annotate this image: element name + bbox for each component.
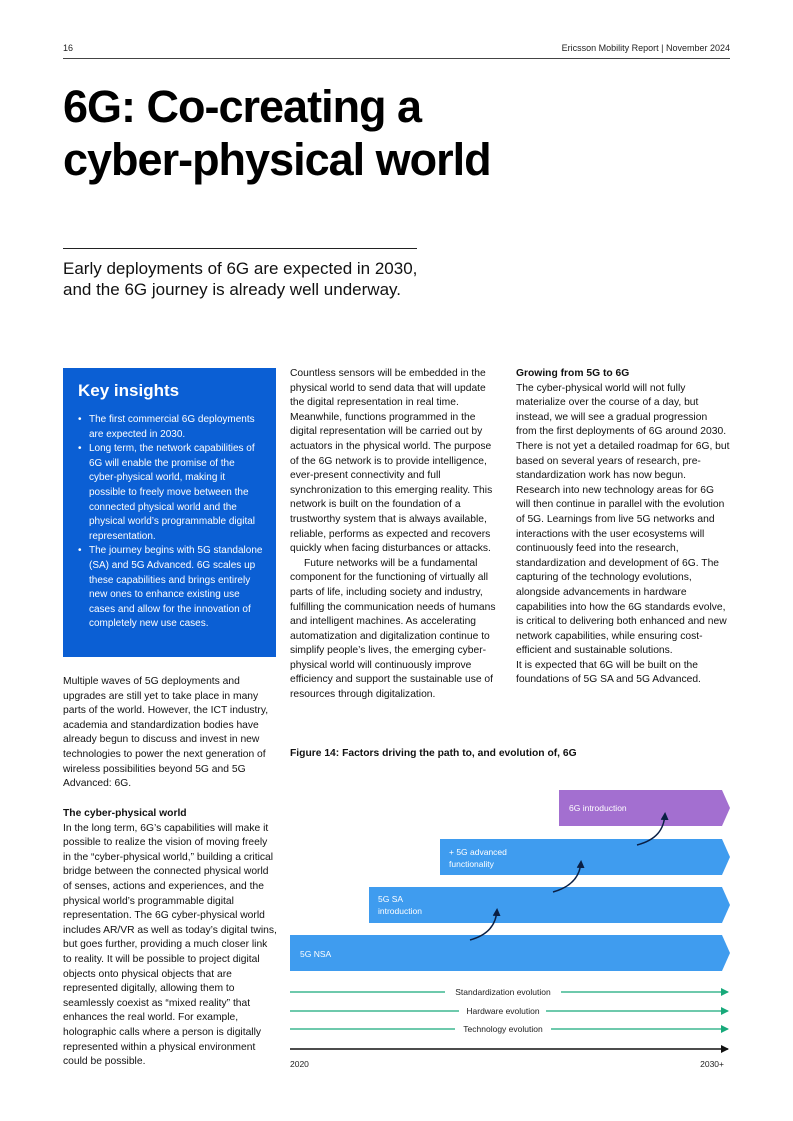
intro-paragraph: Multiple waves of 5G deployments and upgrades are still yet to take place in many parts of the world. However, the ICT industry, academia and standardization bodies have already begun to discuss and invest in new technologies to power the next generation of wireless possibilities beyond 5G and 5G Advanced: 6G. (63, 676, 269, 790)
stage-arrow-5g-advanced (440, 839, 730, 875)
growing-paragraph-2: It is expected that 6G will be built on the foundations of 5G SA and 5G Advanced. (516, 659, 701, 686)
stage-arrow-5g-nsa (290, 935, 730, 971)
stage-label-6g: 6G introduction (569, 803, 627, 813)
stage-label-5g-nsa: 5G NSA (300, 949, 332, 959)
evolution-label-standardization: Standardization evolution (455, 987, 551, 997)
subtitle (63, 258, 443, 300)
key-insight-item: • The journey begins with 5G standalone (SA) and 5G Advanced. 6G scales up these capabilities and brings entirely new ones to enhance existing use cases and allow for the innovation of completely new use cases. (78, 544, 264, 632)
title-line-2: cyber-physical world (63, 134, 491, 185)
header-divider (63, 58, 730, 59)
subtitle-divider (63, 248, 417, 249)
stage-arrow-5g-sa (369, 887, 730, 923)
growing-heading: Growing from 5G to 6G (516, 368, 630, 379)
stage-label-5g-advanced-sub: functionality (449, 859, 494, 869)
growing-paragraph-1: The cyber-physical world will not fully materialize over the course of a day, but instead, we will see a gradual progression from the first deployments of 6G around 2030. There is not yet a detailed roadmap for 6G, but based on several years of research, pre-standardization work has now begun. Research into new technology areas for 6G will then continue in parallel with the evolution of 5G. Learnings from live 5G networks and interactions with the user ecosystems will continuously feed into the research, standardization and development of 6G. The capturing of the technology evolutions, alongside advancements in hardware capabilities into how the 6G standards evolve, is critical to delivering both enhanced and new network capabilities, while ensuring cost-efficient and sustainable solutions. (516, 382, 730, 657)
evolution-label-technology: Technology evolution (463, 1024, 543, 1034)
cyber-physical-section (63, 807, 278, 1070)
key-insight-item: • The first commercial 6G deployments are expected in 2030. (78, 413, 264, 442)
stage-label-5g-sa-sub: introduction (378, 906, 422, 916)
title-line-1: 6G: Co-creating a (63, 81, 422, 132)
column-two-paragraph-2: Future networks will be a fundamental component for the functioning of virtually all parts of life, including society and industry, fulfilling the communication needs of humans and intelligent machines. As accelerating automatization and digitalization continue to simplify people’s lives, the emerging cyber-physical world will continuously improve efficiency and support the sustainable use of resources through digitalization. (290, 557, 496, 701)
running-header: Ericsson Mobility Report | November 2024 (561, 43, 730, 53)
subtitle-line-1: Early deployments of 6G are expected in 2030, (63, 259, 418, 278)
growing-section (516, 367, 730, 688)
timeline-end-label: 2030+ (700, 1059, 724, 1069)
column-two-paragraph-1: Countless sensors will be embedded in the physical world to send data that will update the digital representation in real time. Meanwhile, functions programmed in the digital representation will be carried out by actuators in the physical world. The purpose of the 6G network is to provide intelligence, ever-present connectivity and full synchronization to this emerging reality. This network is built on the foundation of a trustworthy system that is always available, reliable, performs as expected and recovers quickly when facing disturbances or attacks. (290, 368, 493, 555)
figure-diagram (290, 785, 731, 1075)
stage-label-5g-sa: 5G SA (378, 894, 404, 904)
column-two (290, 367, 502, 703)
stage-label-5g-advanced: + 5G advanced (449, 847, 507, 857)
subtitle-line-2: and the 6G journey is already well underway. (63, 280, 401, 299)
cyber-physical-heading: The cyber-physical world (63, 808, 187, 819)
figure-6g-evolution (290, 785, 731, 1080)
page-title (63, 80, 703, 186)
page-number: 16 (63, 43, 74, 53)
timeline-start-label: 2020 (290, 1059, 309, 1069)
cyber-physical-paragraph: In the long term, 6G’s capabilities will make it possible to realize the vision of moving freely in the “cyber-physical world,” building a critical bridge between the connected physical world of senses, actions and experiences, and the physical world’s programmable digital representation. The 6G cyber-physical world includes AR/VR as well as today’s digital twins, but goes further, providing a much closer link to reality. It will be possible to project digital objects onto physical objects that are represented digitally, allowing them to seamlessly coexist as “mixed reality” that enhances the real world. For example, holographic calls where a person is digitally represented within a physical environment could be possible. (63, 822, 277, 1068)
key-insights-box (63, 368, 276, 657)
key-insight-item: • Long term, the network capabilities of 6G will enable the promise of the cyber-physical world, making it possible to freely move between the connected physical world and the physical world’s programmable digital representation. (78, 442, 264, 544)
figure-caption: Figure 14: Factors driving the path to, and evolution of, 6G (290, 748, 577, 759)
intro-paragraph-block (63, 675, 278, 792)
key-insights-heading: Key insights (78, 381, 180, 400)
key-insights-list (78, 413, 264, 632)
evolution-label-hardware: Hardware evolution (466, 1006, 540, 1016)
